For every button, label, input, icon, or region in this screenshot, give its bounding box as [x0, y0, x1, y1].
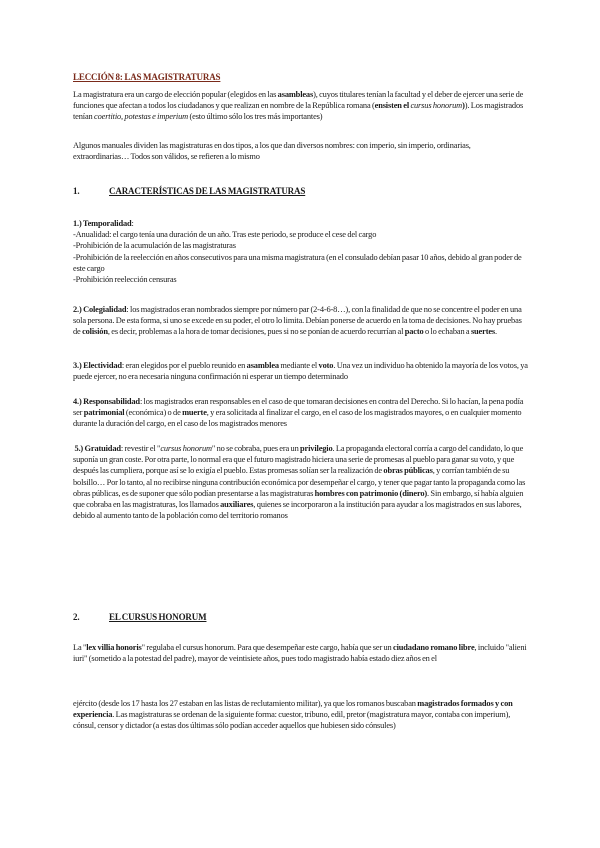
section-title: CARACTERÍSTICAS DE LAS MAGISTRATURAS [109, 186, 306, 196]
section-number: 2. [73, 612, 80, 622]
cursus-paragraph-2: ejército (desde los 17 hasta los 27 estaban en las listas de reclutamiento militar), ya que los romanos buscaban magistrados formados y con experiencia. Las magistraturas se ordenan de la siguiente forma: cuestor, tribuno, edil, pretor (magistratura mayor, contaba con imperium), cónsul, censor y dictador (a estas dos últimas sólo podían acceder aquellos que hubiesen sido cónsules) [73, 699, 513, 731]
electividad-paragraph: 3.) Electividad: eran elegidos por el pueblo reunido en asamblea mediante el voto. Una vez un individuo ha obtenido la mayoría de los votos, ya puede ejercer, no era necesaria ninguna confirmación ni esperar un tiempo determinado [73, 361, 528, 382]
section-heading-1 [73, 186, 528, 197]
cursus-paragraph-1: La "lex villia honoris" regulaba el cursus honorum. Para que desempeñar este cargo, había que ser un ciudadano romano libre, incluido "alieni iuri" (sometido a la potestad del padre), mayor de veintisiete años, pues todo magistrado había estado diez años en el [73, 643, 527, 664]
section-heading-2 [73, 612, 528, 623]
intro-paragraph-2: Algunos manuales dividen las magistraturas en dos tipos, a los que dan diversos nombres: con imperio, sin imperio, ordinarias, extraordinarias… Todos son válidos, se refieren a lo mismo [73, 141, 471, 162]
intro-paragraph: La magistratura era un cargo de elección popular (elegidos en las asambleas), cuyos titulares tenían la facultad y el deber de ejercer una serie de funciones que afectan a todos los ciudadanos y que realizan en nombre de la República romana (ensisten el cursus honorum)). Los magistrados tenían coertitio, potestas e imperium (esto último sólo los tres más importantes) [73, 90, 524, 122]
temporalidad-block: 1.) Temporalidad: -Anualidad: el cargo tenía una duración de un año. Tras este periodo, se produce el cese del cargo -Prohibición de la acumulación de las magistraturas -Prohibición de la reelección en años consecutivos para una misma magistratura (en el consulado debían pasar 10 años, debido al gran poder de este cargo -Prohibición reelección censuras [73, 218, 528, 285]
list-item: -Prohibición reelección censuras [73, 275, 177, 285]
colegialidad-paragraph: 2.) Colegialidad: los magistrados eran nombrados siempre por número par (2-4-6-8…), con la finalidad de que no se concentre el poder en una sola persona. De esta forma, si uno se excede en su poder, el otro lo limita. Debían ponerse de acuerdo en la toma de decisiones. No hay pruebas de colisión, es decir, problemas a la hora de tomar decisiones, pues si no se ponían de acuerdo recurrían al pacto o lo echaban a suertes. [73, 305, 522, 337]
section-number: 1. [73, 186, 80, 196]
section-title: EL CURSUS HONORUM [109, 612, 207, 622]
list-item: -Prohibición de la acumulación de las magistraturas [73, 241, 236, 251]
temporalidad-label: 1.) Temporalidad [73, 219, 132, 228]
responsabilidad-paragraph: 4.) Responsabilidad: los magistrados eran responsables en el caso de que tomaran decisiones en contra del Derecho. Si lo hacían, la pena podía ser patrimonial (económica) o de muerte, y era solicitada al finalizar el cargo, en el caso de los magistrados mayores, o en cualquier momento durante la duración del cargo, en el caso de los magistrados menores [73, 397, 524, 429]
list-item: -Anualidad: el cargo tenía una duración de un año. Tras este periodo, se produce el cese del cargo [73, 230, 377, 240]
gratuidad-paragraph: 5.) Gratuidad: revestir el "cursus honorum" no se cobraba, pues era un privilegio. La propaganda electoral corría a cargo del candidato, lo que suponía un gran coste. Por otra parte, lo normal era que el futuro magistrado hiciera una serie de promesas al pueblo para ganar su voto, y que después las cumpliera, porque así se lo exigía el pueblo. Estas promesas solían ser la realización de obras públicas, y corrían también de su bolsillo… Por lo tanto, al no recibirse ninguna contribución económica por desempeñar el cargo, y tener que pagar tanto la propaganda como las obras públicas, es de suponer que sólo podían presentarse a las magistraturas hombres con patrimonio (dinero). Sin embargo, sí había alguien que cobraba en las magistraturas, los llamados auxiliares, quienes se incorporaron a la institución para ayudar a los magistrados en sus labores, debido al aumento tanto de la población como del territorio romanos [73, 444, 526, 521]
list-item: -Prohibición de la reelección en años consecutivos para una misma magistratura (en el consulado debían pasar 10 años, debido al gran poder de este cargo [73, 252, 522, 273]
page-title: LECCIÓN 8: LAS MAGISTRATURAS [73, 72, 221, 82]
